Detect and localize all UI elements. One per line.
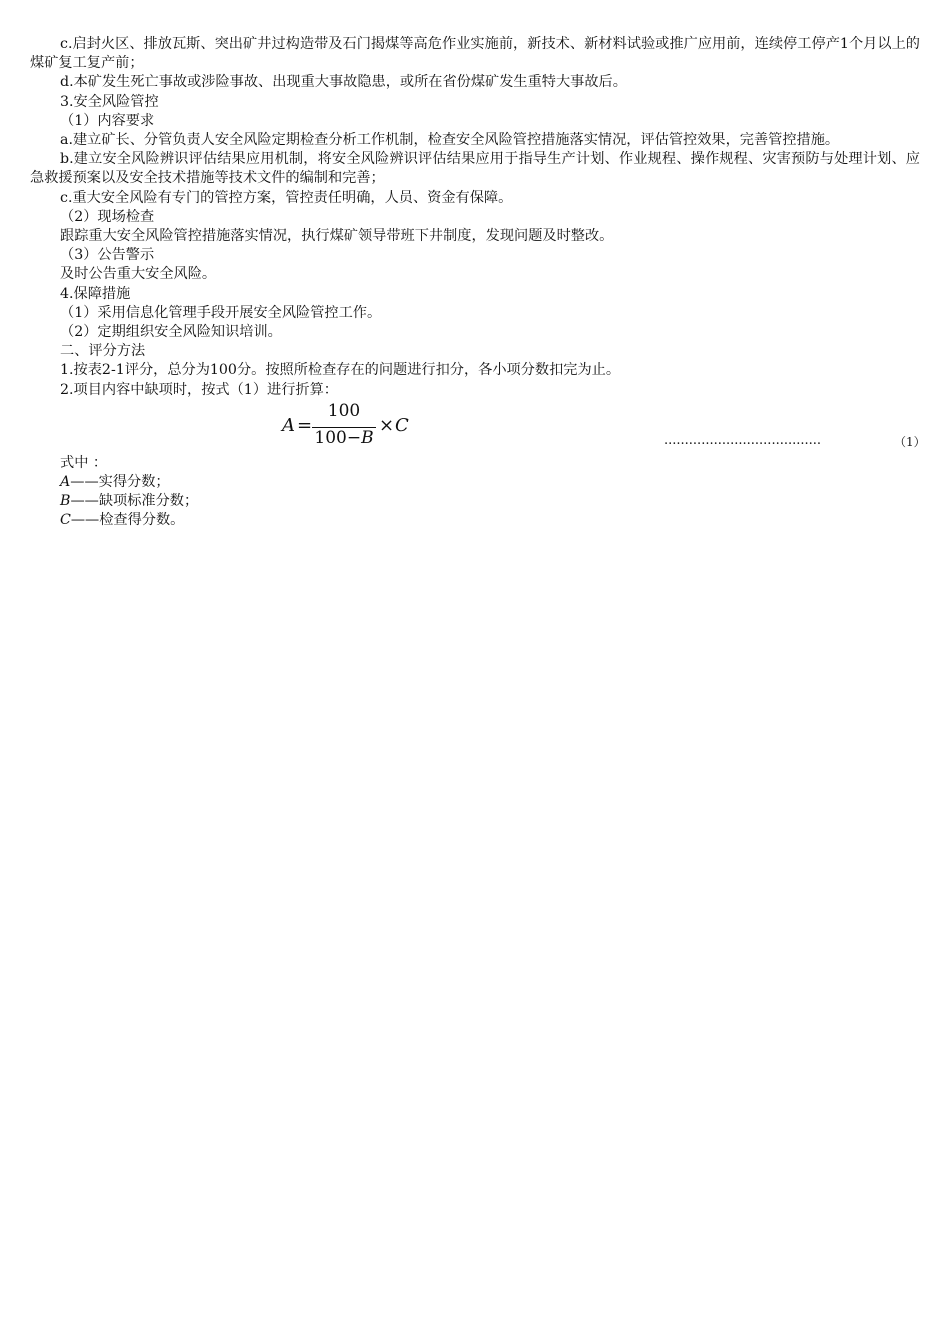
formula-denominator — [312, 429, 376, 448]
paragraph-c-major-risk-plan: c.重大安全风险有专门的管控方案，管控责任明确，人员、资金有保障。 — [60, 189, 513, 206]
where-var-a — [30, 473, 920, 492]
formula-rhs: C — [395, 414, 409, 436]
where-var-c-desc: ——检查得分数。 — [70, 512, 185, 529]
where-var-a-symbol: A — [60, 474, 71, 491]
heading-risk-control: 3.安全风险管控 — [60, 93, 159, 110]
formula-equals: = — [297, 414, 313, 436]
where-var-c — [30, 511, 920, 530]
formula-times: × — [379, 414, 395, 436]
paragraph-training: （2）定期组织安全风险知识培训。 — [60, 324, 282, 341]
document-page — [30, 35, 926, 531]
paragraph-public-warning: 及时公告重大安全风险。 — [60, 266, 217, 283]
where-var-c-symbol: C — [60, 512, 71, 529]
formula-numerator: 100 — [327, 400, 361, 421]
where-var-a-desc: ——实得分数； — [70, 474, 170, 491]
formula-denominator-prefix: 100− — [314, 427, 362, 448]
where-var-b — [30, 492, 920, 511]
paragraph-scoring-2: 2.项目内容中缺项时，按式（1）进行折算： — [60, 381, 338, 398]
formula-number: （1） — [894, 434, 926, 449]
paragraph-a-review-mechanism: a.建立矿长、分管负责人安全风险定期检查分析工作机制，检查安全风险管控措施落实情况，评估管控效果，完善管控措施。 — [60, 132, 840, 149]
heading-safeguards: 4.保障措施 — [60, 285, 131, 302]
heading-scoring-method: 二、评分方法 — [60, 343, 146, 360]
subheading-site-inspection: （2）现场检查 — [60, 208, 155, 225]
formula-block — [30, 400, 926, 454]
paragraph-site-inspection: 跟踪重大安全风险管控措施落实情况，执行煤矿领导带班下井制度，发现问题及时整改。 — [60, 228, 614, 245]
formula-fraction — [312, 402, 376, 454]
formula-dot-leader: ...................................... — [664, 432, 822, 448]
paragraph-b-result-application: b.建立安全风险辨识评估结果应用机制，将安全风险辨识评估结果应用于指导生产计划、作业规程、操作规程、灾害预防与处理计划、应急救援预案以及安全技术措施等技术文件的编制和完善； — [30, 151, 920, 187]
paragraph-scoring-1: 1.按表2-1评分，总分为100分。按照所检查存在的问题进行扣分，各小项分数扣完为止。 — [60, 362, 621, 379]
where-label: 式中 ： — [60, 454, 108, 471]
where-var-b-symbol: B — [60, 493, 71, 510]
formula-lhs: A — [282, 414, 295, 436]
subheading-public-warning: （3）公告警示 — [60, 247, 155, 264]
subheading-content-requirements: （1）内容要求 — [60, 112, 155, 129]
paragraph-informatization: （1）采用信息化管理手段开展安全风险管控工作。 — [60, 304, 382, 321]
paragraph-d-accident: d.本矿发生死亡事故或涉险事故、出现重大事故隐患，或所在省份煤矿发生重特大事故后。 — [60, 74, 627, 91]
paragraph-c-high-risk-operations: c.启封火区、排放瓦斯、突出矿井过构造带及石门揭煤等高危作业实施前，新技术、新材料试验或推广应用前，连续停工停产1个月以上的煤矿复工复产前； — [30, 36, 920, 72]
where-var-b-desc: ——缺项标准分数； — [70, 493, 199, 510]
formula-denominator-var: B — [361, 427, 374, 448]
